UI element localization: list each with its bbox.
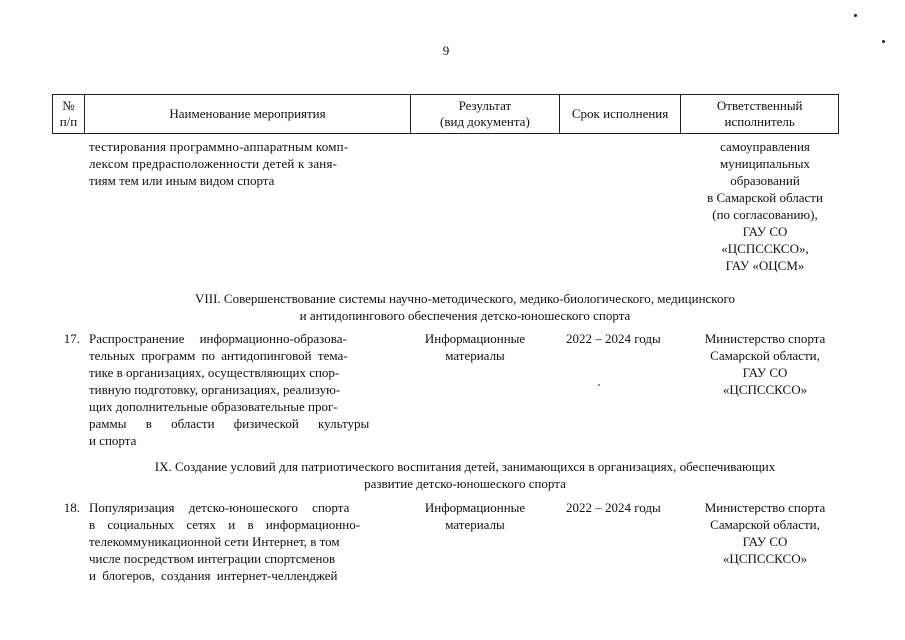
scan-speck xyxy=(598,384,600,386)
row-17-responsible: Министерство спорта Самарской области, ГАУ СО «ЦСПССКСО» xyxy=(704,331,826,397)
section-8-heading: VIII. Совершенствование системы научно-методического, медико-биологического, медицинского и антидопингового обеспечения детско-юношеского спорта xyxy=(195,291,735,323)
table-header xyxy=(52,94,839,134)
scan-speck xyxy=(854,14,857,17)
page-number: 9 xyxy=(442,43,450,58)
header-responsible: Ответственный исполнитель xyxy=(716,98,803,129)
row-18-number: 18. xyxy=(63,500,80,515)
row-17-result: Информационные материалы xyxy=(424,331,526,363)
continued-row-name: тестирования программно-аппаратным комп- лексом предрасположенности детей к заня- тиям тем или иным видом спорта xyxy=(89,139,349,188)
row-18-responsible: Министерство спорта Самарской области, ГАУ СО «ЦСПССКСО» xyxy=(704,500,826,566)
header-result: Результат (вид документа) xyxy=(411,95,560,133)
scan-speck xyxy=(882,40,885,43)
row-18-deadline: 2022 – 2024 годы xyxy=(566,500,661,515)
header-name: Наименование мероприятия xyxy=(85,95,411,133)
row-17-name: Распространение информационно-образова- тельных программ по антидопинговой тема- тике в организациях, осуществляющих спор- тивную подготовку, организациях, реализую- щих дополнительные образовательные прог- раммы в области физической культуры и спорта xyxy=(89,331,370,448)
row-17-deadline: 2022 – 2024 годы xyxy=(566,331,661,346)
header-deadline: Срок исполнения xyxy=(560,95,682,133)
row-18-result: Информационные материалы xyxy=(424,500,526,532)
section-9-heading: IX. Создание условий для патриотического воспитания детей, занимающихся в организациях, обеспечивающих развитие детско-юношеского спорта xyxy=(154,459,776,491)
header-num: № п/п xyxy=(53,95,85,133)
continued-row-responsible: самоуправления муниципальных образований в Самарской области (по согласованию), ГАУ СО «ЦСПССКСО», ГАУ «ОЦСМ» xyxy=(707,139,823,273)
row-18-name: Популяризация детско-юношеского спорта в социальных сетях и в информационно- телекоммуникационной сети Интернет, в том числе посредством интеграции спортсменов и блогеров, создания интернет-челленджей xyxy=(89,500,361,583)
row-17-number: 17. xyxy=(63,331,80,346)
